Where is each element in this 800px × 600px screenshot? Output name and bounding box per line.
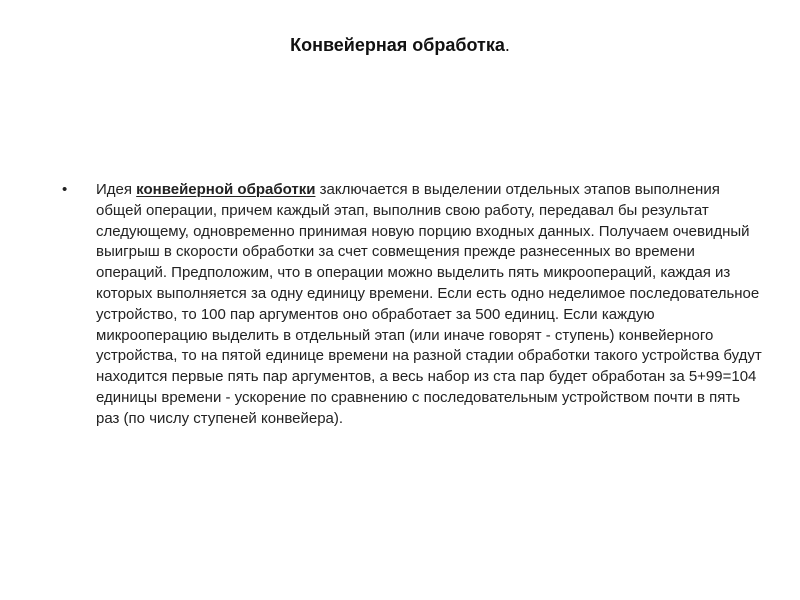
bullet-item <box>62 180 762 430</box>
bullet-body: заключается в выделении отдельных этапов выполнения общей операции, причем каждый этап, выполнив свою работу, передавал бы результат следующему, одновременно принимая новую порцию входных данных. Получаем очевидный выигрыш в скорости обработки за счет совмещения прежде разнесенных во времени операций. Предположим, что в операции можно выделить пять микроопераций, каждая из которых выполняется за одну единицу времени. Если есть одно неделимое последовательное устройство, то 100 пар аргументов оно обработает за 500 единиц. Если каждую микрооперацию выделить в отдельный этап (или иначе говорят - ступень) конвейерного устройства, то на пятой единице времени на разной стадии обработки такого устройства будут находится первые пять пар аргументов, а весь набор из ста пар будет обработан за 5+99=104 единицы времени - ускорение по сравнению с последовательным устройством почти в пять раз (по числу ступеней конвейера). <box>96 181 762 427</box>
slide-title <box>0 33 800 57</box>
slide-title-dot: . <box>504 35 510 55</box>
bullet-text <box>96 180 762 430</box>
slide-content <box>62 180 762 430</box>
slide-title-text: Конвейерная обработка <box>290 35 505 55</box>
bullet-icon: • <box>62 181 68 198</box>
bullet-intro: Идея <box>96 181 137 198</box>
highlighted-term: конвейерной обработки <box>136 181 316 198</box>
